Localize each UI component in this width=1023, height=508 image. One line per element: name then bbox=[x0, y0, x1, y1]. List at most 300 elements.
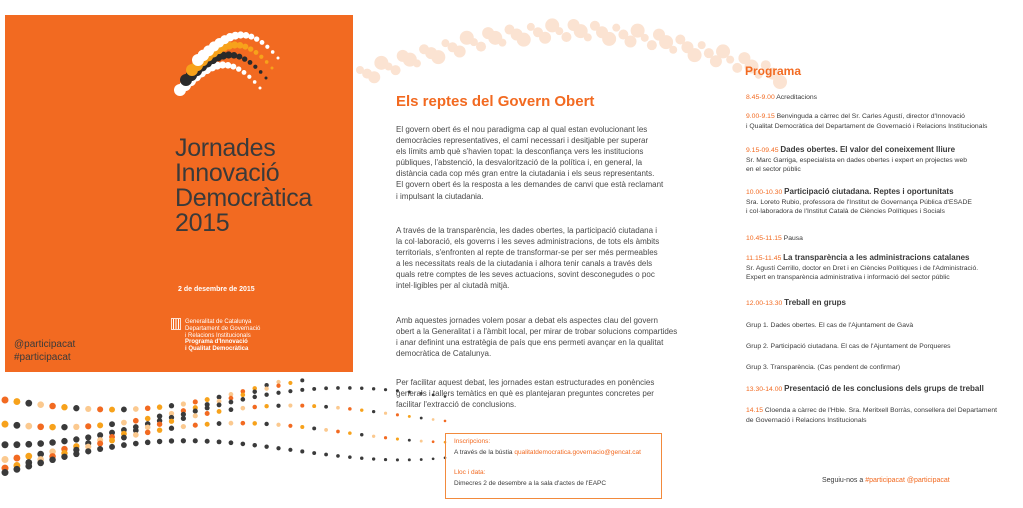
wave-dot bbox=[73, 405, 79, 411]
article-section bbox=[396, 93, 696, 410]
wave-dot bbox=[229, 440, 234, 445]
wave-dot bbox=[85, 423, 91, 429]
swirl-dot bbox=[248, 46, 253, 51]
paragraph-line: democràtica de Catalunya. bbox=[396, 349, 492, 359]
swirl-dot bbox=[230, 64, 236, 70]
wave-dot bbox=[97, 446, 103, 452]
program-session-title: Benvinguda a càrrec del Sr. Carles Agustí, director d'Innovació bbox=[776, 113, 965, 120]
wave-dot bbox=[217, 402, 222, 407]
wave-dot bbox=[324, 428, 328, 432]
wave-dot bbox=[336, 386, 340, 390]
wave-dot bbox=[145, 440, 151, 446]
wave-dot bbox=[133, 432, 139, 438]
wave-dot bbox=[420, 458, 423, 461]
wave-dot bbox=[348, 386, 352, 390]
wave-dot bbox=[241, 421, 246, 426]
swirl-dot bbox=[242, 56, 247, 61]
program-session-title: Pausa bbox=[783, 235, 803, 242]
wave-dot bbox=[241, 406, 246, 411]
program-item bbox=[746, 384, 1023, 395]
credit-line: Generalitat de Catalunya bbox=[185, 319, 252, 325]
program-item-head bbox=[746, 112, 1023, 122]
wave-dot bbox=[157, 404, 162, 409]
wave-dot bbox=[360, 408, 363, 411]
swirl-dot bbox=[259, 55, 263, 59]
wave-dot bbox=[241, 397, 246, 402]
paragraph-line: democràcies representatives, el camí necessari i desitjable per superar bbox=[396, 136, 649, 146]
program-item-head bbox=[746, 384, 1023, 395]
background-dot bbox=[732, 63, 742, 73]
wave-dot bbox=[157, 421, 162, 426]
hashtag: #participacat bbox=[14, 352, 71, 363]
wave-dot bbox=[276, 423, 280, 427]
program-session-title: La transparència a les administracions catalanes bbox=[783, 253, 970, 262]
paragraph-line: El govern obert és la resposta a les demandes de canvi que està reclamant bbox=[396, 180, 664, 190]
credit-line-bold: Programa d'Innovació bbox=[185, 339, 248, 346]
program-session-title: Treball en grups bbox=[784, 298, 846, 307]
wave-dot bbox=[61, 404, 67, 410]
wave-dot bbox=[384, 458, 387, 461]
wave-dot bbox=[276, 380, 280, 384]
wave-dot bbox=[145, 405, 151, 411]
program-item-detail: Expert en transparència administrativa i informació del sector públic bbox=[746, 274, 950, 282]
wave-dot bbox=[252, 395, 257, 400]
program-session-title: Dades obertes. El valor del coneixement lliure bbox=[780, 145, 956, 154]
cover-title-line: Democràtica bbox=[175, 184, 313, 212]
background-dot bbox=[476, 42, 486, 52]
wave-dot bbox=[372, 435, 375, 438]
credit-line: i Relacions Institucionals bbox=[185, 332, 251, 339]
wave-dot bbox=[229, 407, 234, 412]
wave-dot bbox=[360, 387, 363, 390]
wave-dot bbox=[49, 403, 56, 410]
paragraph-line: Amb aquestes jornades volem posar a debat els aspectes clau del govern bbox=[396, 316, 658, 325]
background-dot bbox=[368, 71, 380, 83]
background-dot bbox=[431, 50, 445, 64]
wave-dot bbox=[97, 422, 103, 428]
swirl-dot bbox=[254, 36, 259, 41]
program-time: 11.15-11.45 bbox=[746, 255, 784, 262]
swirl-dot bbox=[236, 66, 241, 71]
swirl-dot bbox=[247, 75, 251, 79]
wave-dot bbox=[109, 444, 115, 450]
background-dot bbox=[602, 32, 616, 46]
wave-dot bbox=[300, 404, 304, 408]
wave-dot bbox=[276, 384, 280, 388]
paragraph-line: públiques, l'abstenció, la desvalorització de la política i, en general, la bbox=[396, 158, 643, 168]
program-item bbox=[746, 93, 1023, 103]
paragraph-line: els límits amb què s'havien topat: la desconfiança vers les institucions bbox=[396, 147, 644, 157]
cover-title bbox=[175, 136, 312, 236]
info-box bbox=[445, 433, 662, 499]
program-time: 9.15-09.45 bbox=[746, 147, 781, 154]
wave-dot bbox=[264, 404, 268, 408]
swirl-dot bbox=[237, 42, 244, 49]
swirl-dot bbox=[248, 34, 254, 40]
wave-dot bbox=[432, 457, 435, 460]
wave-dot bbox=[37, 423, 44, 430]
wave-dot bbox=[288, 403, 292, 407]
wave-dot bbox=[324, 386, 328, 390]
wave-dot bbox=[169, 438, 174, 443]
program-item-head bbox=[746, 187, 1023, 198]
paragraph-line: A través de la transparència, les dades obertes, la participació ciutadana i bbox=[396, 226, 658, 235]
wave-dot bbox=[97, 406, 103, 412]
wave-dot bbox=[312, 404, 316, 408]
wave-dot bbox=[181, 401, 186, 406]
wave-dot bbox=[25, 441, 32, 448]
swirl-dot bbox=[265, 60, 269, 64]
background-dot bbox=[641, 34, 649, 42]
wave-dot bbox=[109, 438, 115, 444]
program-item bbox=[746, 112, 1023, 131]
wave-dot bbox=[181, 416, 186, 421]
swirl-dot bbox=[260, 40, 265, 45]
wave-dot bbox=[324, 453, 328, 457]
swirl-dot bbox=[271, 50, 275, 54]
wave-dot bbox=[121, 442, 127, 448]
wave-dot bbox=[61, 438, 67, 444]
wave-dot bbox=[444, 420, 447, 423]
program-item-head bbox=[746, 406, 1023, 416]
wave-dot bbox=[13, 398, 20, 405]
wave-dot bbox=[109, 407, 115, 413]
wave-dot bbox=[396, 458, 399, 461]
program-item bbox=[746, 253, 1023, 283]
background-dot bbox=[391, 65, 401, 75]
program-item-detail: Sra. Loreto Rubio, professora de l'Institut de Governança Pública d'ESADE bbox=[746, 198, 972, 206]
wave-dot bbox=[217, 439, 222, 444]
program-item bbox=[746, 234, 1023, 244]
wave-dot bbox=[97, 440, 103, 446]
wave-dot bbox=[300, 425, 304, 429]
paragraph-line: facilitar l'extracció de conclusions. bbox=[396, 400, 517, 410]
swirl-dot bbox=[259, 70, 263, 74]
wave-dot bbox=[49, 457, 56, 464]
swirl-dot bbox=[265, 45, 269, 49]
wave-dot bbox=[205, 422, 210, 427]
generalitat-logo-icon bbox=[171, 318, 181, 330]
program-session-title: Grup 2. Participació ciutadana. El cas de l'Ajuntament de Porqueres bbox=[746, 343, 951, 350]
wave-dot bbox=[324, 405, 328, 409]
wave-dot bbox=[252, 405, 257, 410]
wave-dot bbox=[276, 391, 280, 395]
background-dot bbox=[584, 33, 592, 41]
paragraph-line: i impulsant la ciutadania. bbox=[396, 191, 484, 201]
wave-dot bbox=[37, 440, 44, 447]
program-item-detail: i Qualitat Democràtica del Departament de Governació i Relacions Institucionals bbox=[746, 122, 988, 130]
wave-dot bbox=[229, 400, 234, 405]
swirl-dot bbox=[253, 80, 257, 84]
wave-dot bbox=[348, 431, 352, 435]
inscription-prefix: A través de la bústia bbox=[454, 449, 515, 456]
wave-dot bbox=[61, 424, 67, 430]
swirl-dot bbox=[231, 52, 238, 59]
article-paragraph bbox=[396, 315, 686, 359]
wave-dot bbox=[13, 422, 20, 429]
swirl-dot bbox=[242, 70, 247, 75]
swirl-dot bbox=[248, 60, 253, 65]
paragraph-line: territorials, s'enfronten al repte de transformar-se per ser més permeables bbox=[396, 248, 658, 258]
wave-dot bbox=[121, 420, 127, 426]
twitter-handle: @participacat bbox=[14, 339, 76, 350]
wave-dot bbox=[193, 438, 198, 443]
program-item-head bbox=[746, 93, 1023, 103]
program-item bbox=[746, 187, 1023, 217]
wave-dot bbox=[252, 421, 257, 426]
wave-dot bbox=[205, 405, 210, 410]
wave-dot bbox=[300, 378, 304, 382]
wave-dot bbox=[133, 418, 139, 424]
program-time: 10.45-11.15 bbox=[746, 235, 784, 242]
wave-dot bbox=[372, 457, 375, 460]
wave-dot bbox=[193, 409, 198, 414]
paragraph-line: intel·ligibles per al ciutadà mitjà. bbox=[396, 281, 510, 291]
place-label: Lloc i data: bbox=[454, 469, 486, 476]
wave-dot bbox=[288, 448, 292, 452]
wave-dot bbox=[181, 438, 186, 443]
paragraph-line: a les necessitats reals de la ciutadania i alhora tenir canals a través dels bbox=[396, 259, 653, 269]
credit-line-bold: i Qualitat Democràtica bbox=[185, 346, 249, 353]
wave-dot bbox=[420, 417, 423, 420]
swirl-dot bbox=[242, 44, 248, 50]
wave-dot bbox=[336, 406, 340, 410]
program-item bbox=[746, 406, 1023, 425]
wave-dot bbox=[264, 444, 268, 448]
wave-dot bbox=[145, 430, 151, 436]
cover-title-line: 2015 bbox=[175, 209, 230, 237]
wave-dot bbox=[145, 416, 151, 422]
background-dot bbox=[561, 32, 571, 42]
program-time: 9.00-9.15 bbox=[746, 113, 777, 120]
wave-dot bbox=[121, 407, 127, 413]
swirl-dot bbox=[225, 62, 232, 69]
wave-dot bbox=[252, 443, 257, 448]
swirl-dot bbox=[243, 32, 250, 39]
swirl-dot bbox=[254, 50, 259, 55]
wave-dot bbox=[336, 454, 340, 458]
wave-dot bbox=[205, 411, 210, 416]
wave-dot bbox=[360, 433, 363, 436]
program-session-title: Grup 3. Transparència. (Cas pendent de confirmar) bbox=[746, 364, 901, 371]
wave-dot bbox=[25, 463, 32, 470]
background-dot bbox=[698, 41, 706, 49]
swirl-dot bbox=[259, 86, 262, 89]
wave-dot bbox=[205, 397, 210, 402]
program-item bbox=[746, 321, 1023, 331]
program-item bbox=[746, 363, 1023, 373]
cover-date: 2 de desembre de 2015 bbox=[178, 286, 255, 293]
background-dot bbox=[647, 40, 657, 50]
wave-dot bbox=[241, 442, 246, 447]
wave-dot bbox=[408, 439, 411, 442]
article-title: Els reptes del Govern Obert bbox=[396, 93, 595, 110]
paragraph-line: Per facilitar aquest debat, les jornades estan estructurades en ponències bbox=[396, 378, 655, 387]
wave-dot bbox=[312, 426, 316, 430]
wave-dot bbox=[2, 456, 9, 463]
cover-title-line: Jornades bbox=[175, 134, 276, 162]
wave-dot bbox=[276, 404, 280, 408]
wave-dot bbox=[288, 381, 292, 385]
program-item-detail: en el sector públic bbox=[746, 166, 801, 174]
wave-dot bbox=[133, 406, 139, 412]
email-link[interactable]: qualitatdemocratica.governacio@gencat.cat bbox=[514, 449, 641, 456]
wave-dot bbox=[73, 451, 79, 457]
wave-dot bbox=[193, 413, 198, 418]
wave-dot bbox=[109, 421, 115, 427]
generalitat-credits bbox=[185, 319, 260, 353]
wave-dot bbox=[85, 448, 91, 454]
wave-dot bbox=[372, 410, 375, 413]
wave-dot bbox=[432, 418, 435, 421]
wave-dot bbox=[384, 436, 387, 439]
wave-dot bbox=[85, 434, 91, 440]
background-dot bbox=[527, 23, 535, 31]
wave-dot bbox=[169, 426, 174, 431]
wave-dot bbox=[288, 389, 292, 393]
background-dot bbox=[539, 32, 551, 44]
wave-dot bbox=[2, 421, 9, 428]
background-dot bbox=[517, 33, 531, 47]
wave-dot bbox=[217, 409, 222, 414]
program-session-title: Cloenda a càrrec de l'Hble. Sra. Meritxell Borràs, consellera del Departament bbox=[764, 407, 998, 414]
program-time: 14.15 bbox=[746, 407, 765, 414]
swirl-dot bbox=[265, 76, 268, 79]
cover-panel bbox=[5, 15, 353, 372]
wave-dot bbox=[13, 466, 20, 473]
program-item-head bbox=[746, 234, 1023, 244]
wave-dot bbox=[49, 439, 56, 446]
program-item-head bbox=[746, 363, 1023, 373]
wave-dot bbox=[264, 393, 268, 397]
program-item-detail: de Governació i Relacions Institucionals bbox=[746, 416, 867, 424]
wave-dot bbox=[169, 419, 174, 424]
wave-dot bbox=[73, 436, 79, 442]
wave-dot bbox=[25, 423, 32, 430]
wave-dot bbox=[49, 424, 56, 431]
wave-dot bbox=[2, 469, 9, 476]
wave-dot bbox=[384, 388, 387, 391]
wave-dot bbox=[372, 387, 375, 390]
background-dot bbox=[454, 45, 466, 57]
wave-dot bbox=[25, 453, 32, 460]
wave-dot bbox=[2, 397, 9, 404]
wave-dot bbox=[193, 423, 198, 428]
program-item-head bbox=[746, 145, 1023, 156]
wave-dot bbox=[396, 438, 399, 441]
paragraph-line: quals retre comptes de les seves actuacions, sovint desconegudes o poc bbox=[396, 270, 655, 280]
program-item bbox=[746, 342, 1023, 352]
article-paragraph bbox=[396, 225, 686, 292]
cover-title-line: Innovació bbox=[175, 159, 280, 187]
wave-dot bbox=[384, 412, 387, 415]
program-time: 13.30-14.00 bbox=[746, 386, 785, 393]
program-title: Programa bbox=[745, 64, 802, 78]
wave-dot bbox=[276, 446, 280, 450]
background-dot bbox=[612, 24, 620, 32]
program-session-title: Acreditacions bbox=[776, 94, 818, 101]
program-time: 10.00-10.30 bbox=[746, 189, 785, 196]
wave-dot bbox=[264, 422, 268, 426]
wave-dot bbox=[37, 460, 44, 467]
wave-dot bbox=[121, 435, 127, 441]
background-dot bbox=[625, 36, 637, 48]
wave-dot bbox=[420, 440, 423, 443]
background-dot bbox=[498, 39, 506, 47]
wave-dot bbox=[229, 421, 234, 426]
wave-dot bbox=[181, 424, 186, 429]
wave-dot bbox=[288, 424, 292, 428]
wave-dot bbox=[408, 458, 411, 461]
paragraph-line: i anar definint una estratègia de país que ens permeti avançar en la qualitat bbox=[396, 338, 664, 348]
wave-dot bbox=[73, 424, 79, 430]
wave-dot bbox=[13, 441, 20, 448]
program-time: 8.45-9.00 bbox=[746, 94, 777, 101]
wave-dot bbox=[336, 430, 340, 434]
wave-dot bbox=[348, 455, 352, 459]
wave-dot bbox=[85, 406, 91, 412]
paragraph-line: distància cada cop més gran entre la ciutadania i els seus representants. bbox=[396, 169, 655, 179]
background-dot bbox=[688, 48, 702, 62]
wave-dot bbox=[169, 403, 174, 408]
wave-dot bbox=[2, 441, 9, 448]
wave-dot bbox=[432, 440, 435, 443]
wave-dot bbox=[312, 387, 316, 391]
paragraph-line: generals i tallers temàtics en què es plantejaran preguntes concretes per bbox=[396, 389, 654, 399]
wave-dot bbox=[360, 457, 363, 460]
wave-dot bbox=[241, 393, 246, 398]
cover-hashtags bbox=[14, 338, 75, 364]
swirl-dot bbox=[271, 66, 274, 69]
background-dot bbox=[726, 56, 734, 64]
credit-line: Departament de Governació bbox=[185, 325, 261, 332]
wave-dot bbox=[157, 439, 162, 444]
swirl-dot bbox=[277, 56, 280, 59]
paragraph-line: El govern obert és el nou paradigma cap al qual estan evolucionant les bbox=[396, 125, 648, 134]
wave-dot bbox=[193, 399, 198, 404]
paragraph-line: la col·laboració, els governs i les seves administracions, de tots els àmbits bbox=[396, 237, 660, 247]
wave-dot bbox=[37, 401, 44, 408]
wave-dot bbox=[300, 449, 304, 453]
program-item-head bbox=[746, 253, 1023, 264]
paragraph-line: obert a la Generalitat i a l'àmbit local, per mirar de trobar solucions compartides bbox=[396, 327, 678, 337]
follow-us-prefix: Seguiu-nos a bbox=[822, 477, 866, 484]
program-item-detail: i col·laboradora de l'Institut Català de Ciències Polítiques i Socials bbox=[746, 208, 945, 216]
wave-dot bbox=[252, 389, 257, 394]
article-paragraph bbox=[396, 124, 686, 202]
program-item-detail: Sr. Agustí Cerrillo, doctor en Dret i en Ciències Polítiques i de l'Administració. bbox=[746, 264, 979, 272]
wave-dot bbox=[217, 395, 222, 400]
place-value: Dimecres 2 de desembre a la sala d'actes de l'EAPC bbox=[454, 480, 607, 487]
wave-dot bbox=[157, 427, 162, 432]
program-item-detail: Sr. Marc Garriga, especialista en dades obertes i expert en projectes web bbox=[746, 156, 968, 164]
wave-dot bbox=[396, 413, 399, 416]
background-dot bbox=[555, 27, 563, 35]
wave-dot bbox=[312, 451, 316, 455]
program-item-head bbox=[746, 298, 1023, 309]
wave-dot bbox=[300, 388, 304, 392]
wave-dot bbox=[61, 454, 67, 460]
wave-dot bbox=[145, 425, 151, 431]
inscription-label: Inscripcions: bbox=[454, 438, 491, 445]
program-item bbox=[746, 145, 1023, 175]
program-time: 12.00-13.30 bbox=[746, 300, 785, 307]
program-item-head bbox=[746, 321, 1023, 331]
inscription-text bbox=[454, 449, 641, 456]
program-session-title: Presentació de les conclusions dels grups de treball bbox=[784, 384, 984, 393]
wave-dot bbox=[205, 439, 210, 444]
wave-dot bbox=[25, 400, 32, 407]
